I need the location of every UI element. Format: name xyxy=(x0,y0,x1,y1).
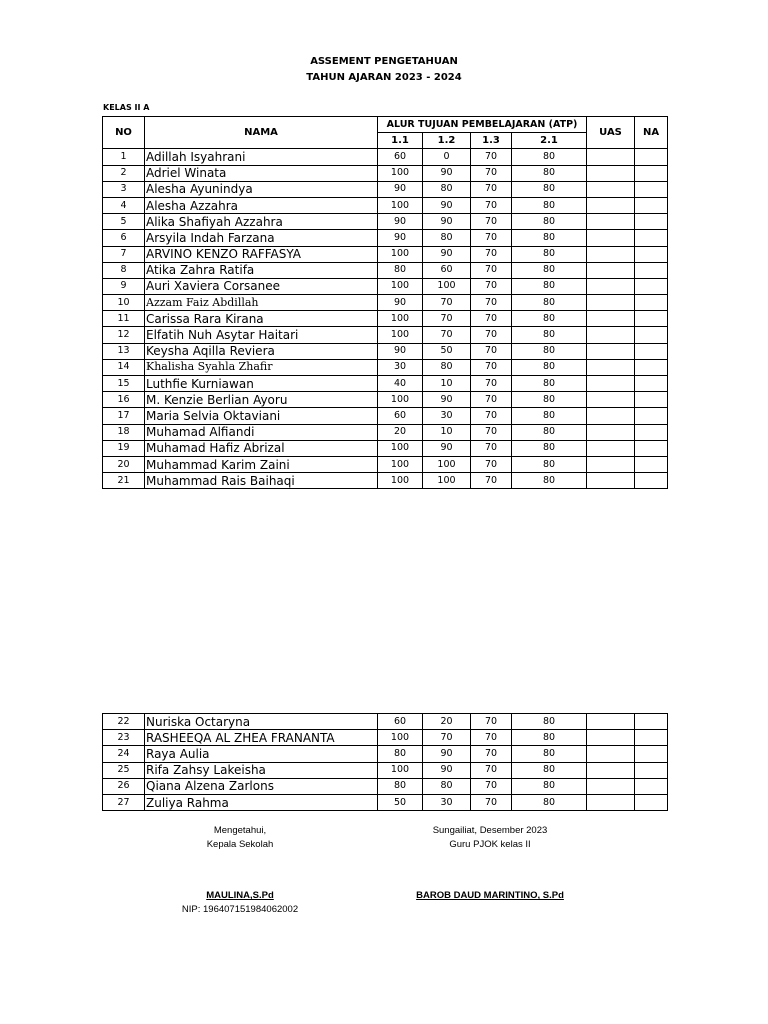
score-1-2: 100 xyxy=(423,278,471,294)
student-name: Auri Xaviera Corsanee xyxy=(145,278,378,294)
student-name: Khalisha Syahla Zhafir xyxy=(145,359,378,375)
header-no: NO xyxy=(103,117,145,149)
student-name: Qiana Alzena Zarlons xyxy=(145,778,378,794)
score-uas xyxy=(587,327,635,343)
score-1-1: 90 xyxy=(378,343,423,359)
table-row xyxy=(103,424,668,440)
header-1-1: 1.1 xyxy=(378,133,423,149)
header-na: NA xyxy=(635,117,668,149)
score-1-1: 60 xyxy=(378,714,423,730)
score-2-1: 80 xyxy=(512,246,587,262)
score-1-1: 60 xyxy=(378,408,423,424)
sig-left-line1: Mengetahui, xyxy=(213,825,267,836)
score-uas xyxy=(587,376,635,392)
score-1-2: 20 xyxy=(423,714,471,730)
table-row xyxy=(103,197,668,213)
score-1-1: 60 xyxy=(378,149,423,165)
score-uas xyxy=(587,440,635,456)
sig-left-line2: Kepala Sekolah xyxy=(206,839,274,850)
score-uas xyxy=(587,343,635,359)
score-uas xyxy=(587,359,635,375)
score-1-1: 100 xyxy=(378,165,423,181)
student-name: Luthfie Kurniawan xyxy=(145,376,378,392)
score-1-2: 30 xyxy=(423,794,471,810)
row-no: 18 xyxy=(103,424,145,440)
student-name: Alesha Ayunindya xyxy=(145,181,378,197)
score-na xyxy=(635,262,668,278)
document-title: ASSEMENT PENGETAHUAN xyxy=(310,56,458,67)
score-1-3: 70 xyxy=(471,440,512,456)
score-2-1: 80 xyxy=(512,165,587,181)
table-row xyxy=(103,311,668,327)
score-1-3: 70 xyxy=(471,230,512,246)
row-no: 27 xyxy=(103,794,145,810)
row-no: 16 xyxy=(103,392,145,408)
score-na xyxy=(635,230,668,246)
score-1-2: 60 xyxy=(423,262,471,278)
header-nama: NAMA xyxy=(145,117,378,149)
student-name: Carissa Rara Kirana xyxy=(145,311,378,327)
row-no: 2 xyxy=(103,165,145,181)
score-uas xyxy=(587,278,635,294)
score-2-1: 80 xyxy=(512,424,587,440)
row-no: 4 xyxy=(103,197,145,213)
score-1-2: 90 xyxy=(423,440,471,456)
score-1-3: 70 xyxy=(471,149,512,165)
student-name: Alika Shafiyah Azzahra xyxy=(145,214,378,230)
score-2-1: 80 xyxy=(512,408,587,424)
score-1-2: 10 xyxy=(423,376,471,392)
score-1-1: 100 xyxy=(378,311,423,327)
table-row xyxy=(103,327,668,343)
table-row xyxy=(103,376,668,392)
score-na xyxy=(635,343,668,359)
table-row xyxy=(103,149,668,165)
score-1-3: 70 xyxy=(471,408,512,424)
score-uas xyxy=(587,794,635,810)
grades-table-continued xyxy=(102,713,668,811)
header-1-3: 1.3 xyxy=(471,133,512,149)
score-1-1: 80 xyxy=(378,746,423,762)
score-1-2: 50 xyxy=(423,343,471,359)
score-na xyxy=(635,311,668,327)
student-name: Muhamad Hafiz Abrizal xyxy=(145,440,378,456)
student-name: Muhamad Alfiandi xyxy=(145,424,378,440)
score-na xyxy=(635,295,668,311)
score-1-2: 90 xyxy=(423,762,471,778)
score-1-3: 70 xyxy=(471,327,512,343)
score-2-1: 80 xyxy=(512,392,587,408)
score-uas xyxy=(587,714,635,730)
score-uas xyxy=(587,424,635,440)
score-uas xyxy=(587,408,635,424)
score-1-2: 30 xyxy=(423,408,471,424)
score-1-3: 70 xyxy=(471,197,512,213)
row-no: 22 xyxy=(103,714,145,730)
sig-right-line1: Sungailiat, Desember 2023 xyxy=(432,825,548,836)
score-1-1: 100 xyxy=(378,246,423,262)
score-2-1: 80 xyxy=(512,214,587,230)
score-uas xyxy=(587,246,635,262)
table-row xyxy=(103,473,668,489)
score-1-2: 90 xyxy=(423,197,471,213)
principal-name: MAULINA,S.Pd xyxy=(206,890,274,901)
table-row xyxy=(103,181,668,197)
score-1-3: 70 xyxy=(471,762,512,778)
score-1-3: 70 xyxy=(471,181,512,197)
score-1-2: 80 xyxy=(423,181,471,197)
score-na xyxy=(635,392,668,408)
score-1-1: 90 xyxy=(378,230,423,246)
score-1-1: 80 xyxy=(378,778,423,794)
score-1-3: 70 xyxy=(471,278,512,294)
table-row xyxy=(103,794,668,810)
row-no: 26 xyxy=(103,778,145,794)
score-1-3: 70 xyxy=(471,730,512,746)
row-no: 9 xyxy=(103,278,145,294)
row-no: 8 xyxy=(103,262,145,278)
score-1-3: 70 xyxy=(471,746,512,762)
score-1-1: 100 xyxy=(378,473,423,489)
row-no: 17 xyxy=(103,408,145,424)
score-na xyxy=(635,181,668,197)
score-1-3: 70 xyxy=(471,359,512,375)
table-row xyxy=(103,359,668,375)
score-1-3: 70 xyxy=(471,392,512,408)
score-1-3: 70 xyxy=(471,714,512,730)
score-uas xyxy=(587,181,635,197)
row-no: 5 xyxy=(103,214,145,230)
teacher-name: BAROB DAUD MARINTINO, S.Pd xyxy=(416,890,564,901)
score-1-3: 70 xyxy=(471,311,512,327)
score-1-1: 90 xyxy=(378,214,423,230)
score-1-3: 70 xyxy=(471,165,512,181)
table-row xyxy=(103,408,668,424)
score-2-1: 80 xyxy=(512,376,587,392)
score-1-3: 70 xyxy=(471,343,512,359)
score-2-1: 80 xyxy=(512,311,587,327)
score-1-2: 70 xyxy=(423,311,471,327)
score-1-1: 100 xyxy=(378,730,423,746)
score-uas xyxy=(587,230,635,246)
score-na xyxy=(635,278,668,294)
score-1-2: 100 xyxy=(423,473,471,489)
score-uas xyxy=(587,262,635,278)
score-2-1: 80 xyxy=(512,230,587,246)
score-1-2: 70 xyxy=(423,327,471,343)
header-atp: ALUR TUJUAN PEMBELAJARAN (ATP) xyxy=(378,117,587,133)
class-label: KELAS II A xyxy=(103,103,150,112)
score-1-2: 80 xyxy=(423,778,471,794)
score-1-2: 0 xyxy=(423,149,471,165)
score-uas xyxy=(587,295,635,311)
sig-right-line2: Guru PJOK kelas II xyxy=(449,839,531,850)
student-name: Zuliya Rahma xyxy=(145,794,378,810)
student-name: Keysha Aqilla Reviera xyxy=(145,343,378,359)
score-2-1: 80 xyxy=(512,456,587,472)
score-1-2: 90 xyxy=(423,214,471,230)
score-1-2: 80 xyxy=(423,359,471,375)
row-no: 10 xyxy=(103,295,145,311)
score-1-2: 90 xyxy=(423,392,471,408)
score-na xyxy=(635,424,668,440)
score-1-1: 100 xyxy=(378,278,423,294)
score-na xyxy=(635,456,668,472)
student-name: Alesha Azzahra xyxy=(145,197,378,213)
row-no: 23 xyxy=(103,730,145,746)
score-na xyxy=(635,327,668,343)
score-2-1: 80 xyxy=(512,730,587,746)
score-1-1: 100 xyxy=(378,456,423,472)
table-row xyxy=(103,278,668,294)
score-uas xyxy=(587,149,635,165)
score-uas xyxy=(587,197,635,213)
score-uas xyxy=(587,746,635,762)
header-2-1: 2.1 xyxy=(512,133,587,149)
student-name: Arsyila Indah Farzana xyxy=(145,230,378,246)
score-na xyxy=(635,440,668,456)
score-1-1: 20 xyxy=(378,424,423,440)
score-1-2: 70 xyxy=(423,295,471,311)
student-name: RASHEEQA AL ZHEA FRANANTA xyxy=(145,730,378,746)
header-uas: UAS xyxy=(587,117,635,149)
student-name: Adillah Isyahrani xyxy=(145,149,378,165)
score-1-1: 90 xyxy=(378,295,423,311)
score-1-3: 70 xyxy=(471,295,512,311)
score-1-3: 70 xyxy=(471,424,512,440)
score-na xyxy=(635,408,668,424)
score-uas xyxy=(587,165,635,181)
row-no: 6 xyxy=(103,230,145,246)
table-row xyxy=(103,456,668,472)
student-name: Nuriska Octaryna xyxy=(145,714,378,730)
score-uas xyxy=(587,311,635,327)
score-1-3: 70 xyxy=(471,778,512,794)
score-1-1: 90 xyxy=(378,181,423,197)
row-no: 7 xyxy=(103,246,145,262)
score-na xyxy=(635,778,668,794)
score-uas xyxy=(587,730,635,746)
row-no: 24 xyxy=(103,746,145,762)
score-2-1: 80 xyxy=(512,343,587,359)
score-2-1: 80 xyxy=(512,327,587,343)
score-1-1: 100 xyxy=(378,762,423,778)
score-2-1: 80 xyxy=(512,359,587,375)
student-name: Atika Zahra Ratifa xyxy=(145,262,378,278)
score-2-1: 80 xyxy=(512,149,587,165)
table-row xyxy=(103,343,668,359)
score-1-2: 90 xyxy=(423,165,471,181)
score-2-1: 80 xyxy=(512,278,587,294)
score-uas xyxy=(587,473,635,489)
score-2-1: 80 xyxy=(512,714,587,730)
score-1-3: 70 xyxy=(471,214,512,230)
score-1-3: 70 xyxy=(471,262,512,278)
score-2-1: 80 xyxy=(512,746,587,762)
row-no: 21 xyxy=(103,473,145,489)
score-1-1: 100 xyxy=(378,392,423,408)
score-2-1: 80 xyxy=(512,181,587,197)
score-1-2: 70 xyxy=(423,730,471,746)
student-name: Muhammad Rais Baihaqi xyxy=(145,473,378,489)
score-na xyxy=(635,165,668,181)
academic-year: TAHUN AJARAN 2023 - 2024 xyxy=(306,72,462,83)
header-1-2: 1.2 xyxy=(423,133,471,149)
score-2-1: 80 xyxy=(512,295,587,311)
score-uas xyxy=(587,456,635,472)
student-name: Raya Aulia xyxy=(145,746,378,762)
table-row xyxy=(103,392,668,408)
score-1-1: 50 xyxy=(378,794,423,810)
score-1-1: 100 xyxy=(378,197,423,213)
score-1-2: 100 xyxy=(423,456,471,472)
score-1-3: 70 xyxy=(471,246,512,262)
table-row xyxy=(103,246,668,262)
row-no: 1 xyxy=(103,149,145,165)
student-name: ARVINO KENZO RAFFASYA xyxy=(145,246,378,262)
score-na xyxy=(635,149,668,165)
score-na xyxy=(635,762,668,778)
score-2-1: 80 xyxy=(512,262,587,278)
student-name: Muhammad Karim Zaini xyxy=(145,456,378,472)
score-na xyxy=(635,246,668,262)
score-na xyxy=(635,794,668,810)
table-row xyxy=(103,746,668,762)
row-no: 3 xyxy=(103,181,145,197)
score-2-1: 80 xyxy=(512,473,587,489)
row-no: 12 xyxy=(103,327,145,343)
score-1-2: 90 xyxy=(423,246,471,262)
score-1-1: 100 xyxy=(378,327,423,343)
score-na xyxy=(635,376,668,392)
table-row xyxy=(103,230,668,246)
score-1-1: 30 xyxy=(378,359,423,375)
student-name: M. Kenzie Berlian Ayoru xyxy=(145,392,378,408)
score-uas xyxy=(587,214,635,230)
score-1-2: 10 xyxy=(423,424,471,440)
student-name: Elfatih Nuh Asytar Haitari xyxy=(145,327,378,343)
row-no: 13 xyxy=(103,343,145,359)
row-no: 15 xyxy=(103,376,145,392)
score-uas xyxy=(587,392,635,408)
score-1-1: 100 xyxy=(378,440,423,456)
score-na xyxy=(635,359,668,375)
student-name: Adriel Winata xyxy=(145,165,378,181)
row-no: 25 xyxy=(103,762,145,778)
table-row xyxy=(103,730,668,746)
score-1-3: 70 xyxy=(471,794,512,810)
score-na xyxy=(635,214,668,230)
score-na xyxy=(635,746,668,762)
row-no: 19 xyxy=(103,440,145,456)
score-1-2: 80 xyxy=(423,230,471,246)
table-row xyxy=(103,295,668,311)
table-row xyxy=(103,762,668,778)
table-row xyxy=(103,165,668,181)
score-na xyxy=(635,714,668,730)
score-uas xyxy=(587,762,635,778)
grades-table xyxy=(102,116,668,489)
table-row xyxy=(103,440,668,456)
student-name: Azzam Faiz Abdillah xyxy=(145,295,378,311)
score-1-2: 90 xyxy=(423,746,471,762)
row-no: 20 xyxy=(103,456,145,472)
score-2-1: 80 xyxy=(512,762,587,778)
score-1-1: 80 xyxy=(378,262,423,278)
score-2-1: 80 xyxy=(512,794,587,810)
score-na xyxy=(635,473,668,489)
score-2-1: 80 xyxy=(512,197,587,213)
student-name: Rifa Zahsy Lakeisha xyxy=(145,762,378,778)
score-1-1: 40 xyxy=(378,376,423,392)
table-row xyxy=(103,714,668,730)
score-1-3: 70 xyxy=(471,473,512,489)
row-no: 11 xyxy=(103,311,145,327)
score-na xyxy=(635,197,668,213)
row-no: 14 xyxy=(103,359,145,375)
table-row xyxy=(103,214,668,230)
score-1-3: 70 xyxy=(471,376,512,392)
principal-nip: NIP: 196407151984062002 xyxy=(181,904,299,915)
student-name: Maria Selvia Oktaviani xyxy=(145,408,378,424)
score-2-1: 80 xyxy=(512,778,587,794)
score-na xyxy=(635,730,668,746)
score-2-1: 80 xyxy=(512,440,587,456)
score-1-3: 70 xyxy=(471,456,512,472)
table-row xyxy=(103,262,668,278)
table-row xyxy=(103,778,668,794)
score-uas xyxy=(587,778,635,794)
